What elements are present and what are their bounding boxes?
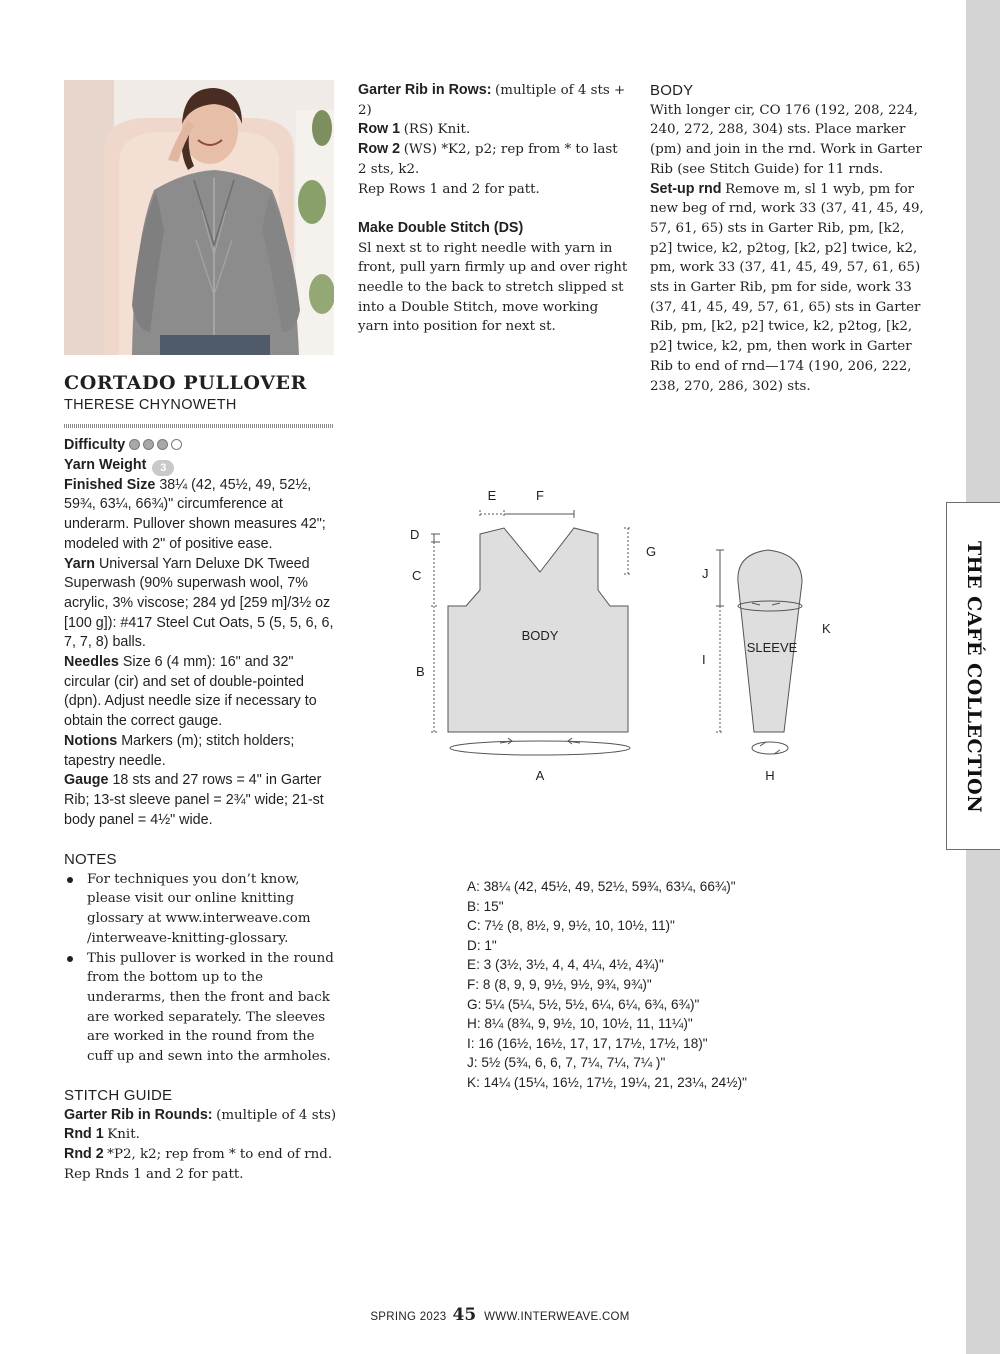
- gauge: [64, 771, 340, 830]
- garter-rib-rounds-multiple: (multiple of 4 sts): [216, 1107, 337, 1123]
- notions-text: Markers (m); stitch holders; tapestry needle.: [64, 732, 295, 769]
- rnd-2: [64, 1145, 340, 1165]
- notions-label: Notions: [64, 732, 118, 749]
- measurement-value: 1": [484, 937, 497, 953]
- setup-round-label: Set-up rnd: [650, 180, 722, 197]
- pattern-title: CORTADO PULLOVER: [64, 372, 308, 394]
- measurement-key: A:: [467, 879, 480, 894]
- letter-e: E: [487, 488, 497, 503]
- needles: [64, 653, 340, 732]
- body-circumference-marker: [450, 741, 630, 755]
- measurement-value: 7½ (8, 8½, 9, 9½, 10, 10½, 11)": [484, 918, 675, 934]
- letter-c: C: [412, 568, 422, 583]
- measurement-value: 5½ (5¾, 6, 6, 7, 7¼, 7¼, 7¼ )": [481, 1055, 666, 1071]
- notions: [64, 732, 340, 771]
- row-2: [358, 140, 628, 179]
- gauge-label: Gauge: [64, 772, 109, 789]
- stitch-guide-section: [64, 1086, 340, 1185]
- row-2-label: Row 2: [358, 141, 401, 158]
- letter-i: I: [702, 652, 706, 667]
- schematic-sleeve-label: SLEEVE: [746, 640, 798, 655]
- letter-k: K: [822, 621, 831, 636]
- rows-repeat: Rep Rows 1 and 2 for patt.: [358, 181, 540, 197]
- difficulty-dot-filled-icon: [143, 439, 154, 450]
- dimension-e: [480, 510, 504, 518]
- setup-round: [650, 180, 924, 397]
- row-1: [358, 120, 628, 140]
- dimension-g: [624, 528, 632, 574]
- difficulty-dot-empty-icon: [171, 439, 182, 450]
- rnd-1-text: Knit.: [107, 1127, 140, 1143]
- measurement-value: 38¼ (42, 45½, 49, 52½, 59¾, 63¼, 66¾)": [483, 879, 736, 894]
- garter-rib-rows-multiple: (multiple of 4 sts + 2): [358, 83, 626, 118]
- measurement-row: [467, 1034, 887, 1054]
- needles-text: Size 6 (4 mm): 16" and 32" circular (cir) and set of double-pointed (dpn). Adjust needle size if necessary to obtain the correct gauge.: [64, 654, 317, 730]
- difficulty-dot-filled-icon: [157, 439, 168, 450]
- dimension-f: [504, 510, 574, 518]
- page-footer: [0, 1305, 1000, 1325]
- notes-heading: NOTES: [64, 851, 117, 868]
- measurement-value: 16 (16½, 16½, 17, 17, 17½, 17½, 18)": [478, 1035, 708, 1051]
- rnd-1-label: Rnd 1: [64, 1126, 104, 1143]
- stitch-guide-continued: [358, 81, 628, 337]
- finished-size-text: 38¼ (42, 45½, 49, 52½, 59¾, 63¼, 66¾)" circumference at underarm. Pullover shown measures 42"; modeled with 2" of positive ease.: [64, 476, 326, 552]
- body-heading: BODY: [650, 82, 694, 99]
- difficulty-row: [64, 436, 340, 456]
- row-1-text: (RS) Knit.: [403, 122, 471, 138]
- section-tab-label: THE CAFÉ COLLECTION: [963, 540, 985, 814]
- cuff-circumference-marker: [752, 742, 788, 754]
- notes-list: [64, 870, 340, 1067]
- measurements-list: [467, 877, 887, 1093]
- yarn-weight-row: [64, 456, 340, 476]
- dimension-d: [431, 534, 440, 542]
- rounds-repeat: Rep Rnds 1 and 2 for patt.: [64, 1166, 244, 1182]
- dimension-b: [431, 606, 437, 732]
- measurement-value: 14¼ (15¼, 16½, 17½, 19¼, 21, 23¼, 24½)": [483, 1074, 747, 1090]
- dimension-j: [716, 550, 724, 606]
- setup-round-text: Remove m, sl 1 wyb, pm for new beg of rnd, work 33 (37, 41, 45, 49, 57, 61, 65) sts in Garter Rib, pm, [k2, p2] twice, k2, p2tog, [k2, p2] twice, k2, pm, work 33 (37, 41, 45, 49, 57, 61, 65) sts in Garter Rib, pm for side, work 33 (37, 41, 45, 49, 57, 61, 65) sts in Garter Rib, pm, [k2, p2] twice, k2, p2tog, [k2, p2] twice, k2, pm, then work in Garter Rib to end of rnd—174 (190, 206, 222, 238, 270, 286, 302) sts.: [650, 181, 924, 394]
- double-stitch-heading: Make Double Stitch (DS): [358, 219, 524, 236]
- row-1-label: Row 1: [358, 121, 401, 138]
- measurement-key: D:: [467, 937, 481, 953]
- list-item: For techniques you don’t know, please visit our online knitting glossary at www.interweave.com /interweave-knitting-glossary.: [64, 870, 340, 949]
- difficulty-label: Difficulty: [64, 437, 126, 453]
- body-paragraph: With longer cir, CO 176 (192, 208, 224, 240, 272, 288, 304) sts. Place marker (pm) and join in the rnd. Work in Garter Rib (see Stitch Guide) for 11 rnds.: [650, 102, 922, 177]
- measurement-value: 8 (8, 9, 9, 9½, 9½, 9¾, 9¾)": [482, 976, 652, 992]
- letter-a: A: [535, 768, 545, 783]
- measurement-value: 3 (3½, 3½, 4, 4, 4¼, 4½, 4¾)": [483, 957, 664, 973]
- measurement-value: 5¼ (5¼, 5½, 5½, 6¼, 6¼, 6¾, 6¾)": [485, 996, 700, 1012]
- section-tab: [946, 502, 1000, 850]
- page-number: 45: [452, 1305, 477, 1325]
- measurement-key: E:: [467, 957, 480, 973]
- yarn-weight-label: Yarn Weight: [64, 456, 147, 473]
- yarn: [64, 555, 340, 654]
- measurement-row: [467, 975, 887, 995]
- measurement-row: [467, 936, 887, 956]
- letter-j: J: [702, 566, 709, 581]
- designer-name: THERESE CHYNOWETH: [64, 397, 237, 413]
- measurement-row: [467, 1014, 887, 1034]
- garter-rib-rows: [358, 81, 628, 120]
- pattern-photo: [64, 80, 334, 355]
- measurement-row: [467, 995, 887, 1015]
- difficulty-dot-filled-icon: [129, 439, 140, 450]
- needles-label: Needles: [64, 654, 119, 671]
- finished-size-label: Finished Size: [64, 476, 156, 493]
- yarn-label: Yarn: [64, 555, 95, 572]
- gauge-text: 18 sts and 27 rows = 4" in Garter Rib; 13-st sleeve panel = 2¾" wide; 21-st body panel = 4½" wide.: [64, 772, 324, 828]
- notes-section: [64, 850, 340, 1067]
- letter-f: F: [536, 488, 544, 503]
- double-stitch-text: Sl next st to right needle with yarn in front, pull yarn firmly up and over right needle to the back to stretch slipped st into a Double Stitch, move working yarn into position for next st.: [358, 240, 628, 335]
- letter-h: H: [765, 768, 775, 783]
- measurement-row: [467, 1073, 887, 1093]
- measurement-key: H:: [467, 1016, 481, 1032]
- issue-label: SPRING 2023: [370, 1311, 447, 1323]
- measurement-row: [467, 1053, 887, 1073]
- measurement-row: [467, 897, 887, 917]
- model-photo-illustration: [64, 80, 334, 355]
- dimension-i: [716, 606, 724, 732]
- measurement-key: B:: [467, 898, 480, 914]
- rnd-1: [64, 1125, 340, 1145]
- yarn-text: Universal Yarn Deluxe DK Tweed Superwash (90% superwash wool, 7% acrylic, 3% viscose; 284 yd [259 m]/3½ oz [100 g]): #417 Steel Cut Oats, 5 (5, 5, 6, 6, 7, 7, 8) balls.: [64, 555, 334, 651]
- measurement-value: 8¼ (8¾, 9, 9½, 10, 10½, 11, 11¼)": [484, 1016, 693, 1032]
- website: WWW.INTERWEAVE.COM: [484, 1311, 630, 1323]
- measurement-key: F:: [467, 976, 480, 992]
- garter-rib-rounds-label: Garter Rib in Rounds:: [64, 1106, 213, 1123]
- rnd-2-label: Rnd 2: [64, 1146, 104, 1163]
- measurement-key: K:: [467, 1074, 480, 1090]
- yarn-weight-icon: 3: [152, 460, 174, 476]
- stitch-guide-heading: STITCH GUIDE: [64, 1087, 173, 1104]
- list-item: This pullover is worked in the round from the bottom up to the underarms, then the front and back are worked separately. The sleeves are worked in the round from the cuff up and sewn into the armholes.: [64, 949, 340, 1067]
- measurement-key: J:: [467, 1055, 478, 1071]
- garter-rib-rows-label: Garter Rib in Rows:: [358, 82, 492, 98]
- body-instructions: [650, 81, 924, 396]
- pattern-specs: [64, 436, 340, 830]
- measurement-key: G:: [467, 996, 482, 1012]
- measurement-row: [467, 955, 887, 975]
- title-divider: [64, 424, 334, 428]
- measurement-value: 15": [483, 898, 504, 914]
- letter-g: G: [646, 544, 657, 559]
- schematic-diagram: [400, 480, 860, 800]
- row-2-text: (WS) *K2, p2; rep from * to last 2 sts, k2.: [358, 142, 618, 177]
- difficulty-rating: [129, 439, 182, 450]
- schematic-body-label: BODY: [521, 628, 559, 643]
- spacer: [358, 199, 628, 219]
- finished-size: [64, 476, 340, 555]
- letter-d: D: [410, 527, 420, 542]
- measurement-row: [467, 877, 887, 897]
- garter-rib-rounds: [64, 1106, 340, 1126]
- measurement-key: I:: [467, 1035, 475, 1051]
- measurement-key: C:: [467, 918, 481, 934]
- measurement-row: [467, 916, 887, 936]
- letter-b: B: [416, 664, 425, 679]
- rnd-2-text: *P2, k2; rep from * to end of rnd.: [107, 1147, 333, 1163]
